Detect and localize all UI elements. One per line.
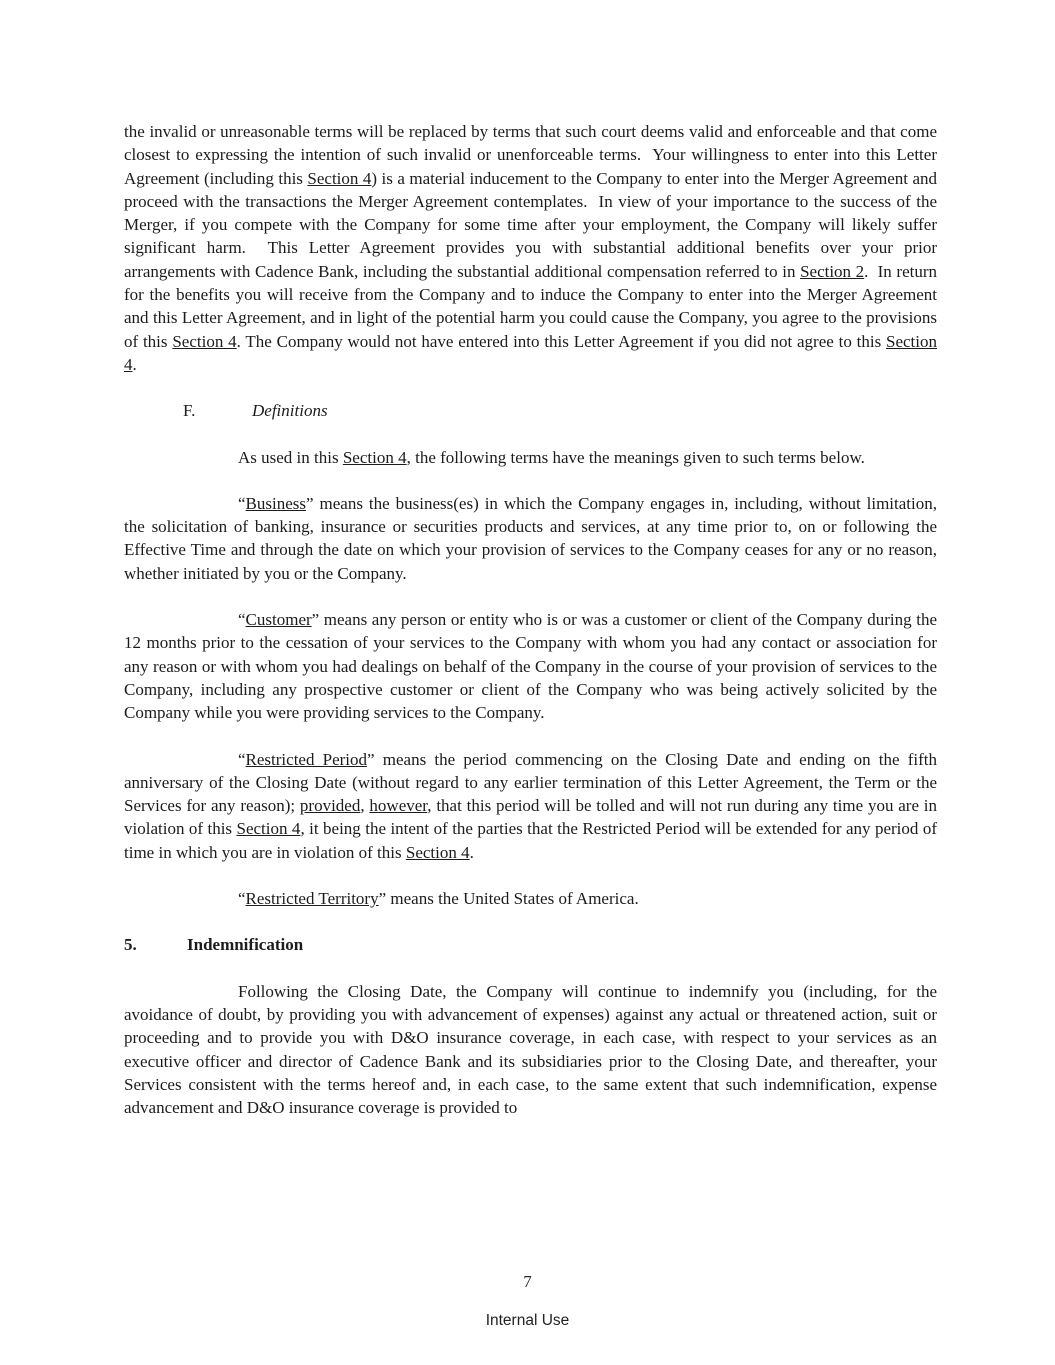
text-run: Restricted Period: [245, 749, 368, 769]
text-run: however: [369, 796, 428, 816]
text-run: provided: [299, 796, 361, 816]
text-run: the invalid or unreasonable terms will be replaced by terms that such court deems valid and enforceable and that come closest to expressing the intention of such invalid or unenforceable terms. Your willingness to enter into this Letter Agreement (including this: [124, 122, 937, 188]
definitions-heading-letter: F.: [183, 401, 196, 421]
text-run: Restricted Territory: [245, 889, 379, 909]
text-run: ” means the United States of America.: [378, 889, 639, 909]
text-run: . In return for the benefits you will receive from the Company and to induce the Company to enter into the Merger Agreement and this Letter Agreement, and in light of the potential harm you could cause the Company, you agree to the provisions of this: [124, 261, 937, 351]
text-run: “: [238, 889, 246, 909]
text-run: ” means any person or entity who is or was a customer or client of the Company during the 12 months prior to the cessation of your services to the Company with whom you had any contact or association for any reason or with whom you had dealings on behalf of the Company in the course of your provision of services to the Company, including any prospective customer or client of the Company who was being actively solicited by the Company while you were providing services to the Company.: [124, 610, 937, 723]
text-run: Section 2: [800, 261, 865, 281]
paragraph-severability: [124, 120, 937, 376]
text-run: ) is a material inducement to the Company to enter into the Merger Agreement and proceed with the transactions the Merger Agreement contemplates. In view of your importance to the success of the Merger, if you compete with the Company for some time after your employment, the Company will likely suffer significant harm. This Letter Agreement provides you with substantial additional benefits over your prior arrangements with Cadence Bank, including the substantial additional compensation referred to in: [124, 168, 938, 281]
indemnification-heading-number: 5.: [124, 935, 137, 955]
text-run: “: [238, 610, 246, 630]
text-run: Section 4: [236, 819, 301, 839]
text-run: Following the Closing Date, the Company will continue to indemnify you (including, for the avoidance of doubt, by providing you with advancement of expenses) against any actual or threatened action, suit or proceeding and to provide you with D&O insurance coverage, in each case, with respect to your services as an executive officer and director of Cadence Bank and its subsidiaries prior to the Closing Date, and thereafter, your Services consistent with the terms hereof and, in each case, to the same extent that such indemnification, expense advancement and D&O insurance coverage is provided to: [124, 981, 937, 1118]
classification-label: Internal Use: [485, 1312, 570, 1329]
text-run: As used in this: [238, 447, 343, 467]
paragraph-as-used: [124, 446, 937, 469]
text-run: ” means the business(es) in which the Company engages in, including, without limitation, the solicitation of banking, insurance or securities products and services, at any time prior to, on or following the Effective Time and through the date on which your provision of services to the Company ceases for any or no reason, whether initiated by you or the Company.: [124, 493, 937, 583]
text-run: , that this period will be tolled and will not run during any time you are in violation of this: [124, 796, 938, 839]
paragraph-indemnification: [124, 980, 937, 1120]
text-run: ,: [360, 796, 370, 816]
text-run: Section 4: [172, 331, 237, 351]
paragraph-definition-customer: [124, 608, 937, 724]
indemnification-heading-title: Indemnification: [187, 935, 304, 955]
text-run: .: [469, 842, 474, 862]
paragraph-definition-restricted-territory: [124, 887, 937, 910]
definitions-heading: [124, 399, 937, 422]
paragraph-definition-business: [124, 492, 937, 585]
text-run: Customer: [245, 610, 312, 630]
text-run: “: [238, 749, 246, 769]
text-run: .: [132, 354, 137, 374]
text-run: , it being the intent of the parties that the Restricted Period will be extended for any period of time in which you are in violation of this: [124, 819, 937, 862]
indemnification-heading: [124, 933, 937, 956]
text-run: Section 4: [124, 331, 937, 374]
paragraph-definition-restricted-period: [124, 748, 937, 864]
text-run: ” means the period commencing on the Closing Date and ending on the fifth anniversary of the Closing Date (without regard to any earlier termination of this Letter Agreement, the Term or the Services for any reason);: [124, 749, 938, 816]
text-run: Section 4: [307, 168, 372, 188]
text-run: . The Company would not have entered into this Letter Agreement if you did not agree to this: [236, 331, 886, 351]
text-run: Section 4: [405, 842, 470, 862]
text-run: Business: [245, 493, 307, 513]
text-run: , the following terms have the meanings given to such terms below.: [406, 447, 865, 467]
text-run: Section 4: [342, 447, 407, 467]
page-number: 7: [523, 1272, 532, 1291]
text-run: “: [238, 493, 246, 513]
definitions-heading-title: Definitions: [252, 401, 328, 421]
